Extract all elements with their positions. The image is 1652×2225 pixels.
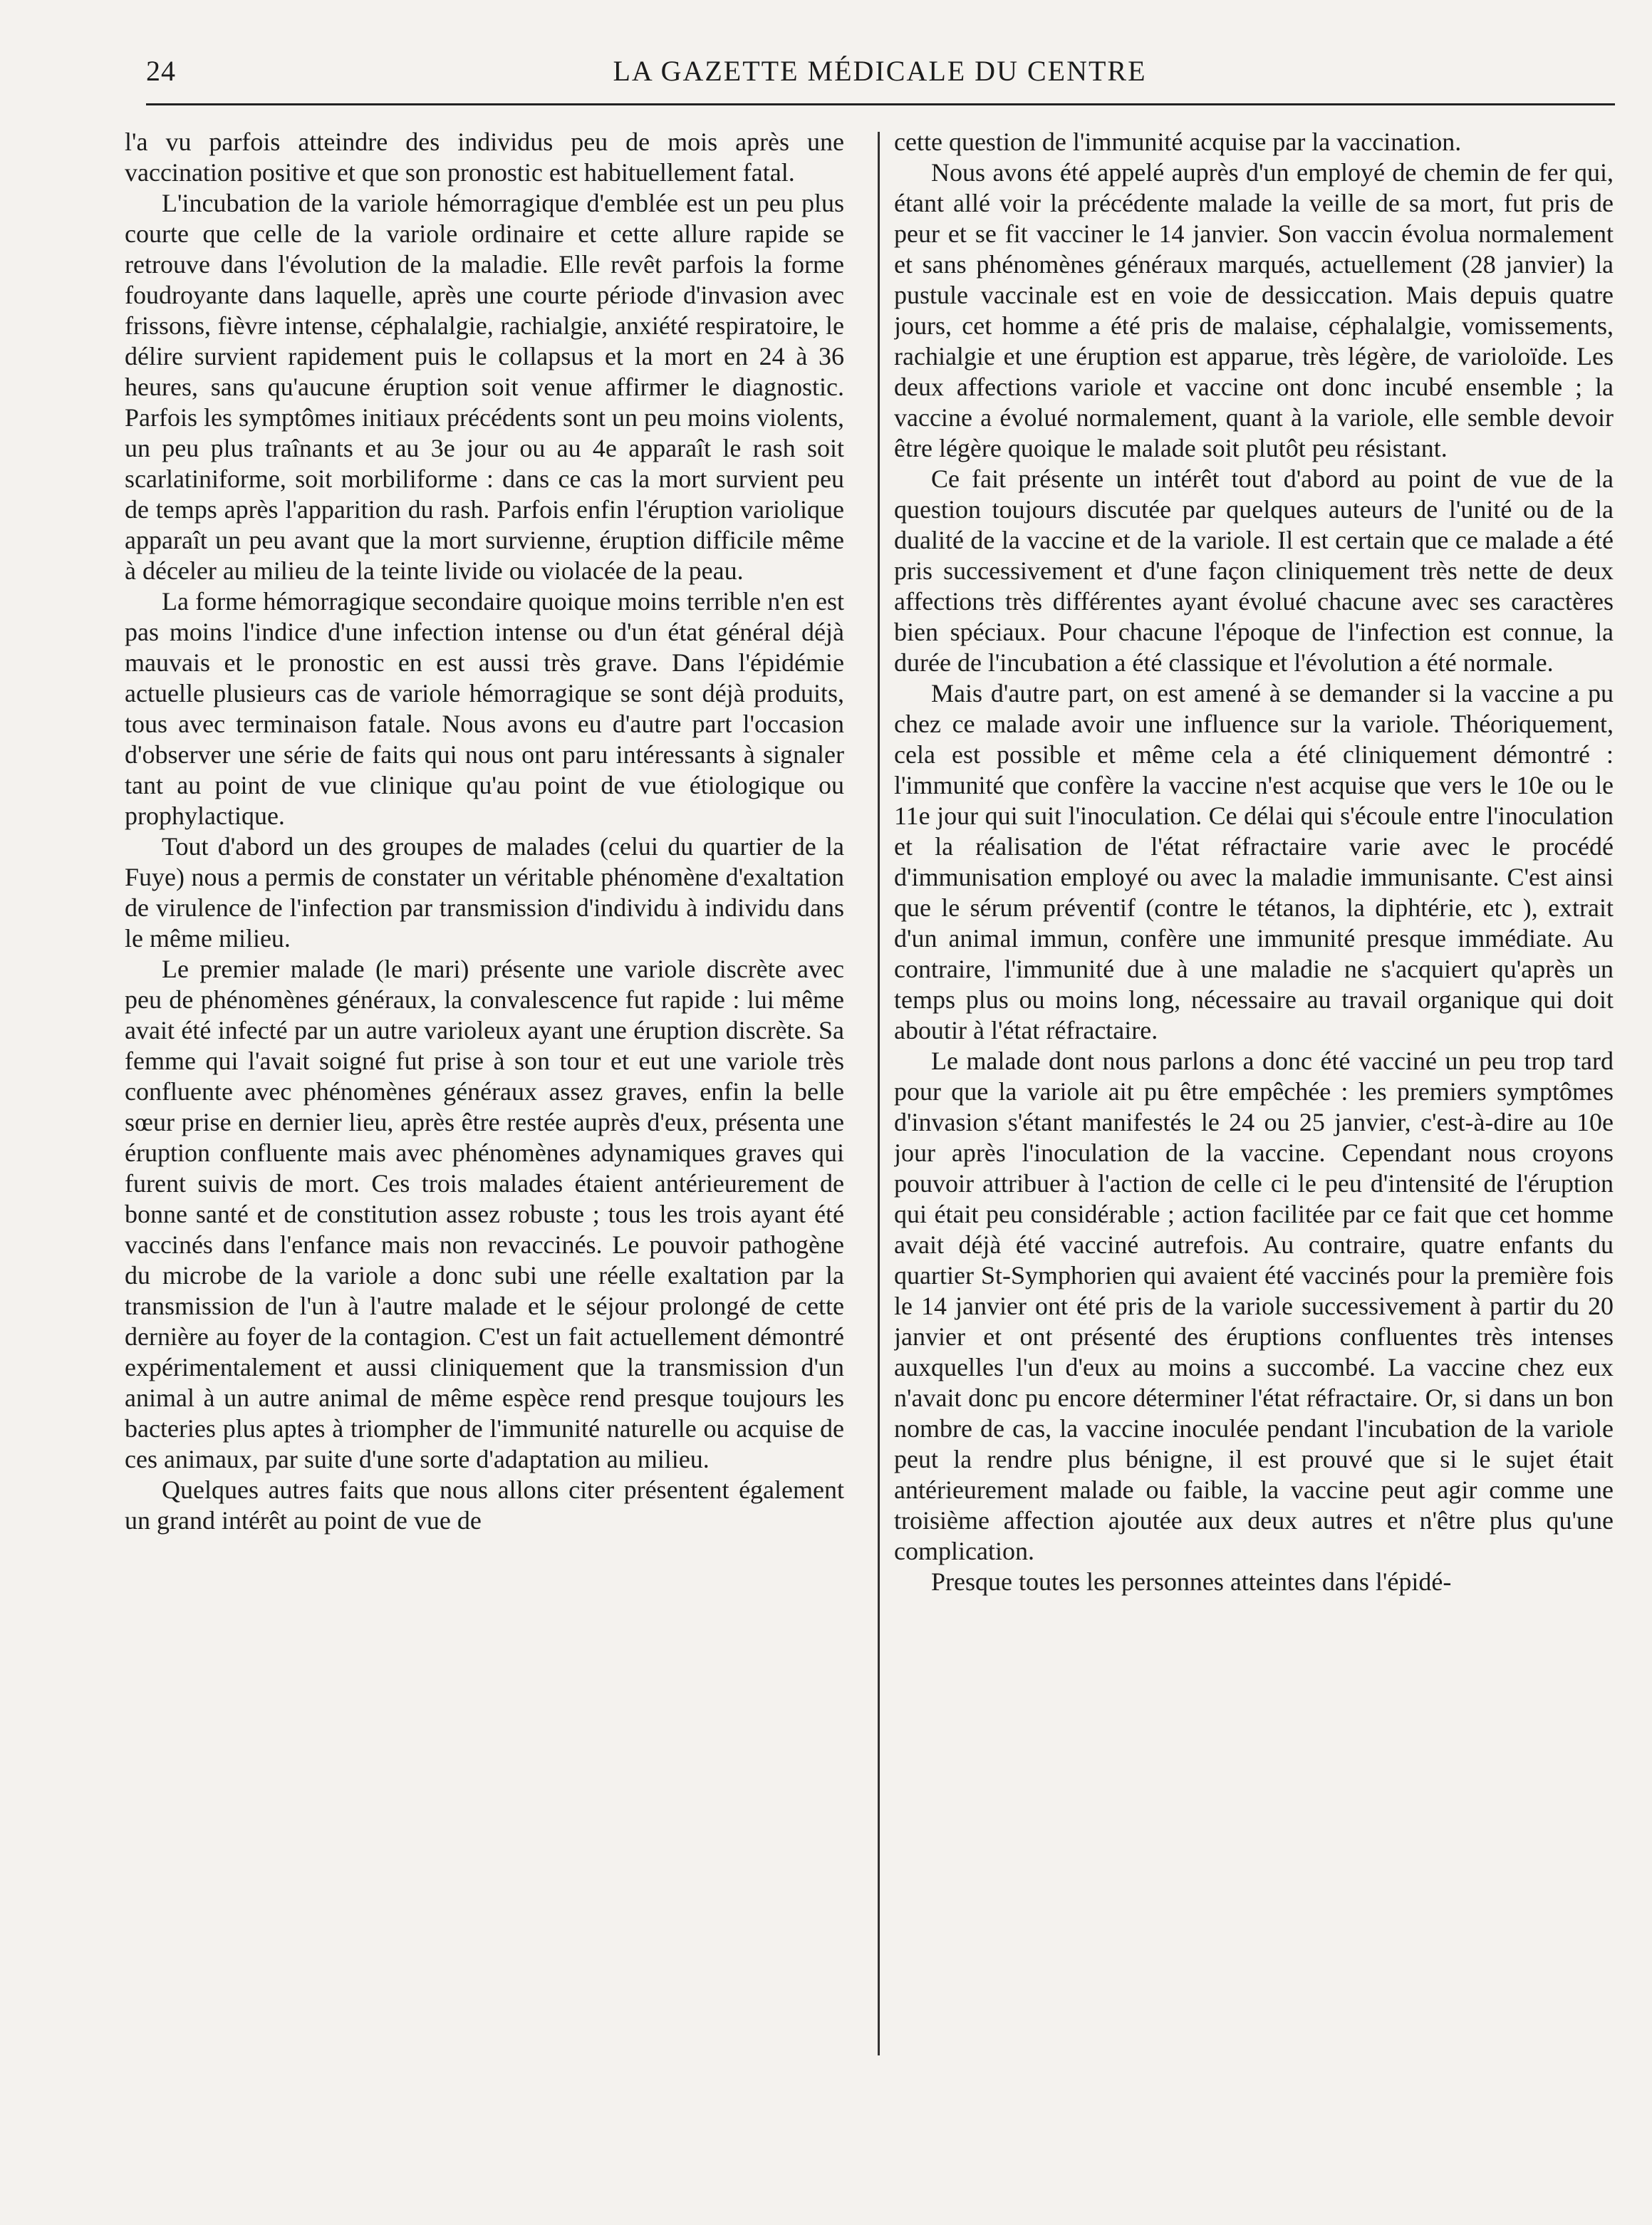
journal-title: LA GAZETTE MÉDICALE DU CENTRE [613, 55, 1147, 87]
paragraph: Mais d'autre part, on est amené à se demander si la vaccine a pu chez ce malade avoir une influence sur la variole. Théoriquement, cela est possible et même cela a été cliniquement démontré : l'immunité que confère la vaccine n'est acquise que vers le 10e ou le 11e jour qui suit l'inoculation. Ce délai qui s'écoule entre l'inoculation et la réalisation de l'état réfractaire varie avec le procédé d'immunisation employé ou avec la maladie immunisante. C'est ainsi que le sérum préventif (contre le tétanos, la diphtérie, etc ), extrait d'un animal immun, confère une immunité presque immédiate. Au contraire, l'immunité due à une maladie ne s'acquiert qu'après un temps plus ou moins long, nécessaire au travail organique qui doit aboutir à l'état réfractaire. [894, 679, 1614, 1044]
column-divider [878, 132, 880, 2055]
page-number: 24 [146, 55, 176, 87]
paragraph: Le premier malade (le mari) présente une variole discrète avec peu de phénomènes généraux, la convalescence fut rapide : lui même avait été infecté par un autre varioleux ayant une éruption discrète. Sa femme qui l'avait soigné fut prise à son tour et eut une variole très confluente avec phénomènes généraux assez graves, enfin la belle sœur prise en dernier lieu, après être restée auprès d'eux, présenta une éruption confluente mais avec phénomènes adynamiques graves qui furent suivis de mort. Ces trois malades étaient antérieurement de bonne santé et de constitution assez robuste ; tous les trois ayant été vaccinés dans l'enfance mais non revaccinés. Le pouvoir pathogène du microbe de la variole a donc subi une réelle exaltation par la transmission de l'un à l'autre malade et le séjour prolongé de cette dernière au foyer de la contagion. C'est un fait actuellement démontré expérimentalement et aussi cliniquement que la transmission d'un animal à un autre animal de même espèce rend presque toujours les bacteries plus aptes à triompher de l'immunité naturelle ou acquise de ces animaux, par suite d'une sorte d'adaptation au milieu. [125, 955, 844, 1473]
right-column [894, 127, 1614, 2093]
paragraph: Nous avons été appelé auprès d'un employé de chemin de fer qui, étant allé voir la précédente malade la veille de sa mort, fut pris de peur et se fit vacciner le 14 janvier. Son vaccin évolua normalement et sans phénomènes généraux marqués, actuellement (28 janvier) la pustule vaccinale est en voie de dessiccation. Mais depuis quatre jours, cet homme a été pris de malaise, céphalalgie, vomissements, rachialgie et une éruption est apparue, très légère, de varioloïde. Les deux affections variole et vaccine ont donc incubé ensemble ; la vaccine a évolué normalement, quant à la variole, elle semble devoir être légère quoique le malade soit plutôt peu résistant. [894, 158, 1614, 462]
header-rule [146, 103, 1615, 105]
paragraph: Le malade dont nous parlons a donc été vacciné un peu trop tard pour que la variole ait pu être empêchée : les premiers symptômes d'invasion s'étant manifestés le 24 ou 25 janvier, c'est-à-dire au 10e jour après l'inoculation de la vaccine. Cependant nous croyons pouvoir attribuer à l'action de celle ci le peu d'intensité de l'éruption qui était peu considérable ; action facilitée par ce fait que cet homme avait déjà été vacciné autrefois. Au contraire, quatre enfants du quartier St-Symphorien qui avaient été vaccinés pour la première fois le 14 janvier ont été pris de la variole successivement à partir du 20 janvier et ont présenté des éruptions confluentes très intenses auxquelles l'un d'eux au moins a succombé. La vaccine chez eux n'avait donc pu encore déterminer l'état réfractaire. Or, si dans un bon nombre de cas, la vaccine inoculée pendant l'incubation de la variole peut la rendre plus bénigne, il est prouvé que si le sujet était antérieurement malade ou faible, la vaccine peut agir comme une troisième affection ajoutée aux deux autres et n'être plus qu'une complication. [894, 1047, 1614, 1565]
left-column [125, 127, 844, 2093]
paragraph: La forme hémorragique secondaire quoique moins terrible n'en est pas moins l'indice d'une infection intense ou d'un état général déjà mauvais et le pronostic en est aussi très grave. Dans l'épidémie actuelle plusieurs cas de variole hémorragique se sont déjà produits, tous avec terminaison fatale. Nous avons eu d'autre part l'occasion d'observer une série de faits qui nous ont paru intéressants à signaler tant au point de vue clinique qu'au point de vue étiologique ou prophylactique. [125, 587, 844, 830]
paragraph: Quelques autres faits que nous allons citer présentent également un grand intérêt au point de vue de [125, 1475, 844, 1535]
paragraph: Tout d'abord un des groupes de malades (celui du quartier de la Fuye) nous a permis de constater un véritable phénomène d'exaltation de virulence de l'infection par transmission d'individu à individu dans le même milieu. [125, 832, 844, 953]
paragraph: Presque toutes les personnes atteintes dans l'épidé- [931, 1567, 1452, 1596]
paragraph: l'a vu parfois atteindre des individus peu de mois après une vaccination positive et que son pronostic est habituellement fatal. [125, 128, 844, 187]
paragraph: Ce fait présente un intérêt tout d'abord au point de vue de la question toujours discutée par quelques auteurs de l'unité ou de la dualité de la vaccine et de la variole. Il est certain que ce malade a été pris successivement et d'une façon cliniquement très nette de deux affections très différentes ayant évolué chacune avec ses caractères bien spéciaux. Pour chacune l'époque de l'infection est connue, la durée de l'incubation a été classique et l'évolution a été normale. [894, 465, 1614, 677]
paragraph: L'incubation de la variole hémorragique d'emblée est un peu plus courte que celle de la variole ordinaire et cette allure rapide se retrouve dans l'évolution de la maladie. Elle revêt parfois la forme foudroyante dans laquelle, après une courte période d'invasion avec frissons, fièvre intense, céphalalgie, rachialgie, anxiété respiratoire, le délire survient rapidement puis le collapsus et la mort en 24 à 36 heures, sans qu'aucune éruption soit venue affirmer le diagnostic. Parfois les symptômes initiaux précédents sont un peu moins violents, un peu plus traînants et au 3e jour ou au 4e apparaît le rash soit scarlatiniforme, soit morbiliforme : dans ce cas la mort survient peu de temps après l'apparition du rash. Parfois enfin l'éruption variolique apparaît un peu avant que la mort survienne, éruption difficile même à déceler au milieu de la teinte livide ou violacée de la peau. [125, 189, 844, 585]
paragraph: cette question de l'immunité acquise par la vaccination. [894, 128, 1462, 156]
page-header [146, 48, 1614, 98]
